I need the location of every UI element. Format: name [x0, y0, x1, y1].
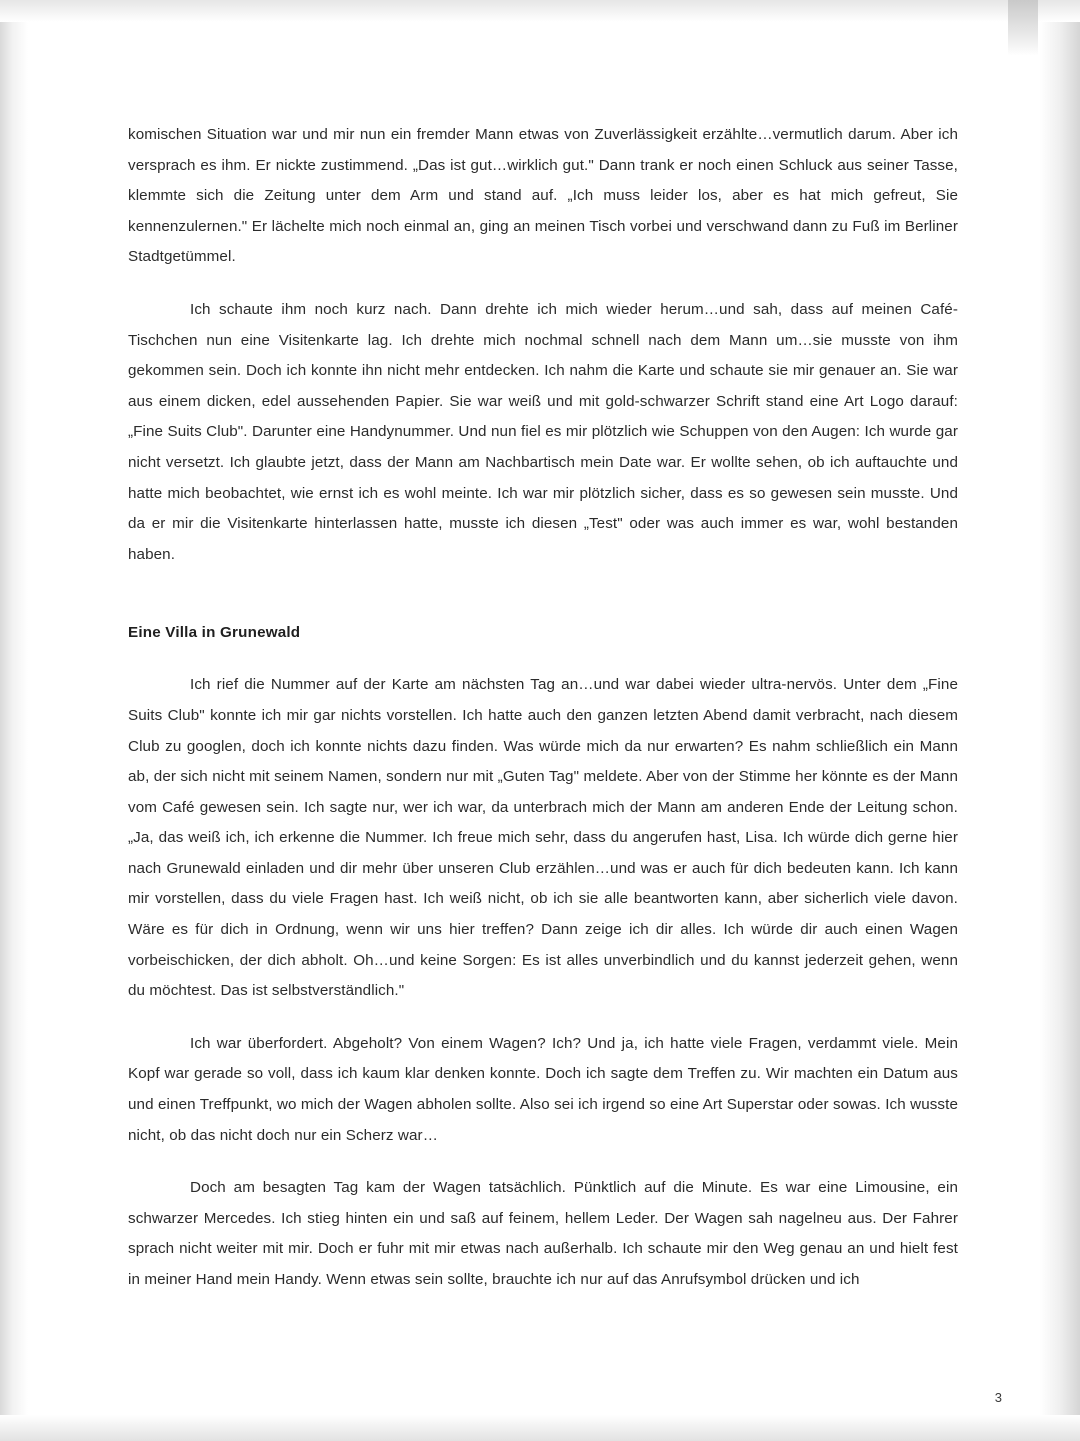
paragraph-5: Doch am besagten Tag kam der Wagen tatsächlich. Pünktlich auf die Minute. Es war eine Limousine, ein schwarzer Mercedes. Ich stieg hinten ein und saß auf feinem, hellem Leder. Der Wagen sah nagelneu aus. Der Fahrer sprach nicht weiter mit mir. Doch er fuhr mit mir etwas nach außerhalb. Ich schaute mir den Weg genau an und hielt fest in meiner Hand mein Handy. Wenn etwas sein sollte, brauchte ich nur auf das Anrufsymbol drücken und ich — [128, 1179, 958, 1288]
paragraph-spacer — [128, 273, 958, 295]
paragraph-spacer-2 — [128, 1007, 958, 1029]
paragraph-2: Ich schaute ihm noch kurz nach. Dann drehte ich mich wieder herum…und sah, dass auf meinen Café-Tischchen nun eine Visitenkarte lag. Ich drehte mich nochmal schnell nach dem Mann um…sie musste von ihm gekommen sein. Doch ich konnte ihn nicht mehr entdecken. Ich nahm die Karte und schaute sie mir genauer an. Sie war aus einem dicken, edel aussehenden Papier. Sie war weiß und mit gold-schwarzer Schrift stand eine Art Logo darauf: „Fine Suits Club". Darunter eine Handynummer. Und nun fiel es mir plötzlich wie Schuppen von den Augen: Ich wurde gar nicht versetzt. Ich glaubte jetzt, dass der Mann am Nachbartisch mein Date war. Er wollte sehen, ob ich auftauchte und hatte mich beobachtet, wie ernst ich es wohl meinte. Ich war mir plötzlich sicher, dass es so gewesen sein musste. Und da er mir die Visitenkarte hinterlassen hatte, musste ich diesen „Test" oder was auch immer es war, wohl bestanden haben. — [128, 300, 958, 563]
scan-edge-left — [0, 0, 28, 1441]
page-corner-mark — [1008, 0, 1038, 56]
section-spacer — [128, 570, 958, 618]
paragraph-spacer-3 — [128, 1151, 958, 1173]
page-number: 3 — [994, 1390, 1002, 1405]
scan-edge-bottom — [0, 1415, 1080, 1441]
scan-edge-top — [0, 0, 1080, 22]
paragraph-3: Ich rief die Nummer auf der Karte am nächsten Tag an…und war dabei wieder ultra-nervös. Unter dem „Fine Suits Club" konnte ich mir gar nichts vorstellen. Ich hatte auch den ganzen letzten Abend damit verbracht, nach diesem Club zu googlen, doch ich konnte nichts dazu finden. Was würde mich da nur erwarten? Es nahm schließlich ein Mann ab, der sich nicht mit seinem Namen, sondern nur mit „Guten Tag" meldete. Aber von der Stimme her könnte es der Mann vom Café gewesen sein. Ich sagte nur, wer ich war, da unterbrach mich der Mann am anderen Ende der Leitung schon. „Ja, das weiß ich, ich erkenne die Nummer. Ich freue mich sehr, dass du angerufen hast, Lisa. Ich würde dich gerne hier nach Grunewald einladen und dir mehr über unseren Club erzählen…und was er auch für dich bedeuten kann. Ich kann mir vorstellen, dass du viele Fragen hast. Ich weiß nicht, ob ich sie alle beantworten kann, aber sicherlich viele davon. Wäre es für dich in Ordnung, wenn wir uns hier treffen? Dann zeige ich dir alles. Ich würde dir auch einen Wagen vorbeischicken, der dich abholt. Oh…und keine Sorgen: Es ist alles unverbindlich und du kannst jederzeit gehen, wenn du möchtest. Das ist selbstverständlich." — [128, 676, 958, 1000]
scan-edge-right — [1040, 0, 1080, 1441]
paragraph-4: Ich war überfordert. Abgeholt? Von einem Wagen? Ich? Und ja, ich hatte viele Fragen, verdammt viele. Mein Kopf war gerade so voll, dass ich kaum klar denken konnte. Doch ich sagte dem Treffen zu. Wir machten ein Datum aus und einen Treffpunkt, wo mich der Wagen abholen sollte. Also sei ich irgend so eine Art Superstar oder sowas. Ich wusste nicht, ob das nicht doch nur ein Scherz war… — [128, 1034, 958, 1144]
section-heading: Eine Villa in Grunewald — [128, 624, 301, 642]
paragraph-1: komischen Situation war und mir nun ein fremder Mann etwas von Zuverlässigkeit erzählte…vermutlich darum. Aber ich versprach es ihm. Er nickte zustimmend. „Das ist gut…wirklich gut." Dann trank er noch einen Schluck aus seiner Tasse, klemmte sich die Zeitung unter dem Arm und stand auf. „Ich muss leider los, aber es hat mich gefreut, Sie kennenzulernen." Er lächelte mich noch einmal an, ging an meinen Tisch vorbei und verschwand dann zu Fuß im Berliner Stadtgetümmel. — [128, 126, 958, 266]
text-column — [128, 120, 958, 1296]
heading-spacer — [128, 648, 958, 670]
